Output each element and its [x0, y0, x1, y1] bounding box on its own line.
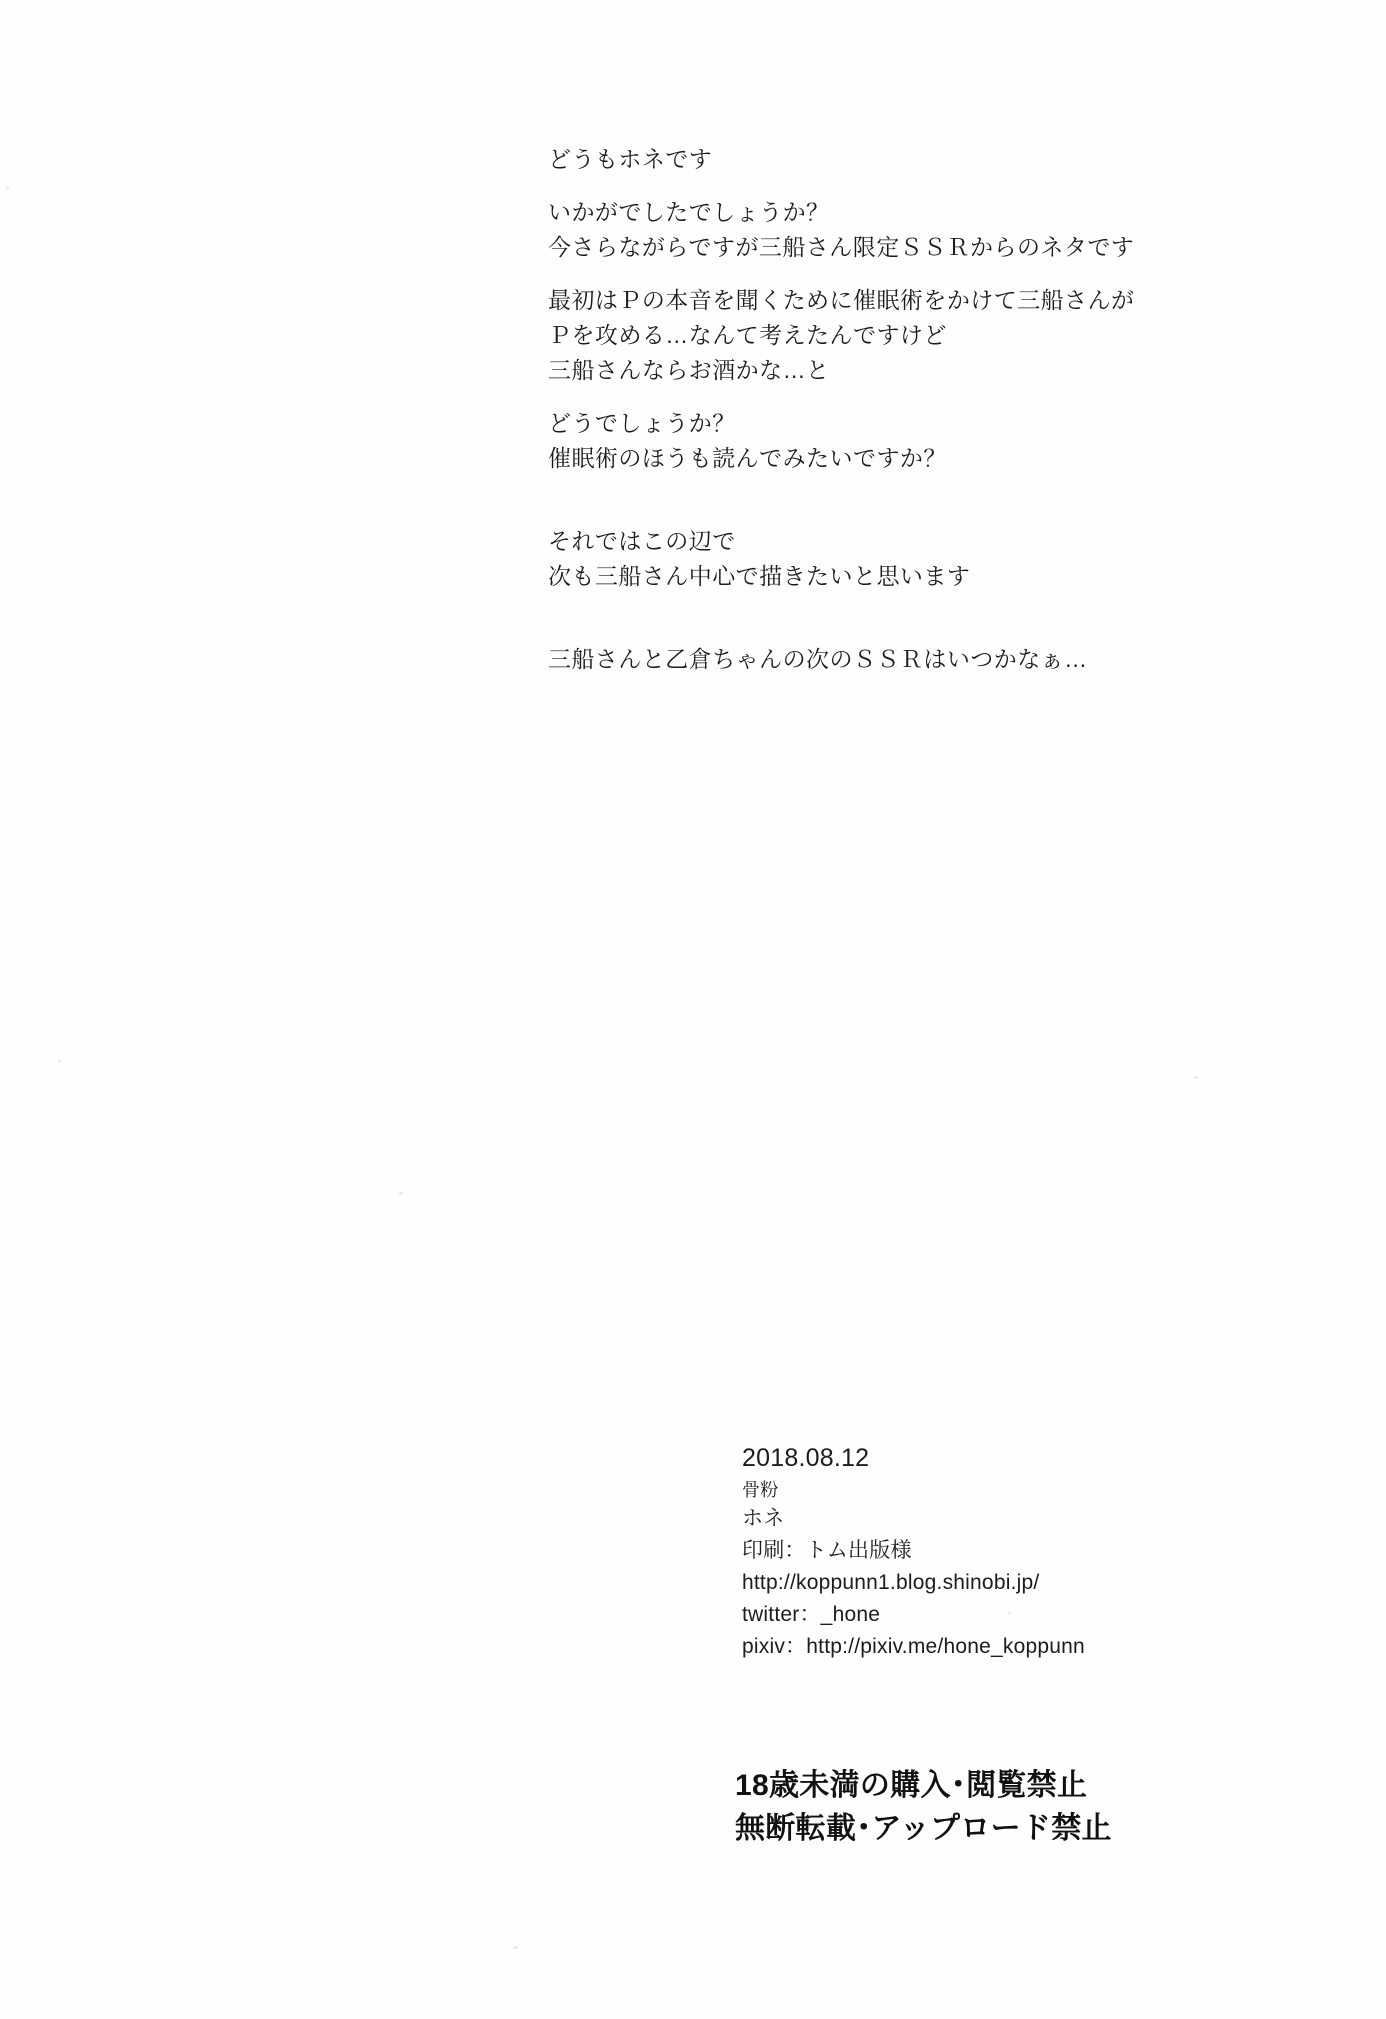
afterword-paragraph: [548, 201, 1308, 259]
paper-speckle: [1194, 1076, 1198, 1079]
paper-speckle: [58, 1060, 61, 1063]
afterword-paragraph: [548, 412, 1308, 470]
paper-speckle: [6, 186, 9, 189]
blog-url[interactable]: http://koppunn1.blog.shinobi.jp/: [742, 1570, 1040, 1594]
pixiv-url[interactable]: pixiv：http://pixiv.me/hone_koppunn: [742, 1634, 1085, 1658]
twitter-handle[interactable]: twitter：_hone: [742, 1602, 881, 1626]
afterword-line: 三船さんならお酒かな…と: [548, 357, 830, 383]
afterword-paragraph: [548, 530, 1308, 588]
publication-date: 2018.08.12: [742, 1444, 870, 1472]
afterword-line: それではこの辺で: [548, 528, 736, 554]
afterword-line: どうでしょうか？: [548, 410, 736, 436]
afterword-line: Ｐを攻める…なんて考えたんですけど: [548, 322, 947, 348]
afterword-text-block: [548, 148, 1308, 701]
afterword-paragraph: [548, 648, 1308, 671]
age-restriction-notice: [735, 1765, 1112, 1850]
afterword-line: どうもホネです: [548, 146, 713, 172]
printer-name: 印刷：トム出版様: [742, 1539, 912, 1562]
afterword-line: 今さらながらですが三船さん限定ＳＳＲからのネタです: [548, 234, 1135, 260]
notice-line-age: 18歳未満の購入･閲覧禁止: [735, 1769, 1088, 1802]
paper-speckle: [399, 1192, 403, 1195]
afterword-line: 次も三船さん中心で描きたいと思います: [548, 563, 971, 589]
circle-name: 骨粉: [742, 1480, 779, 1500]
author-name: ホネ: [742, 1507, 785, 1531]
afterword-line: 催眠術のほうも読んでみたいですか？: [548, 445, 947, 471]
afterword-paragraph: [548, 289, 1308, 382]
afterword-paragraph: [548, 148, 1308, 171]
paper-speckle: [513, 1946, 518, 1949]
notice-line-repost: 無断転載･アップロード禁止: [735, 1811, 1112, 1845]
afterword-line: 最初はＰの本音を聞くために催眠術をかけて三船さんが: [548, 287, 1135, 313]
afterword-line: いかがでしたでしょうか？: [548, 199, 830, 225]
colophon-block: [742, 1443, 1085, 1663]
afterword-line: 三船さんと乙倉ちゃんの次のＳＳＲはいつかなぁ…: [548, 646, 1088, 672]
